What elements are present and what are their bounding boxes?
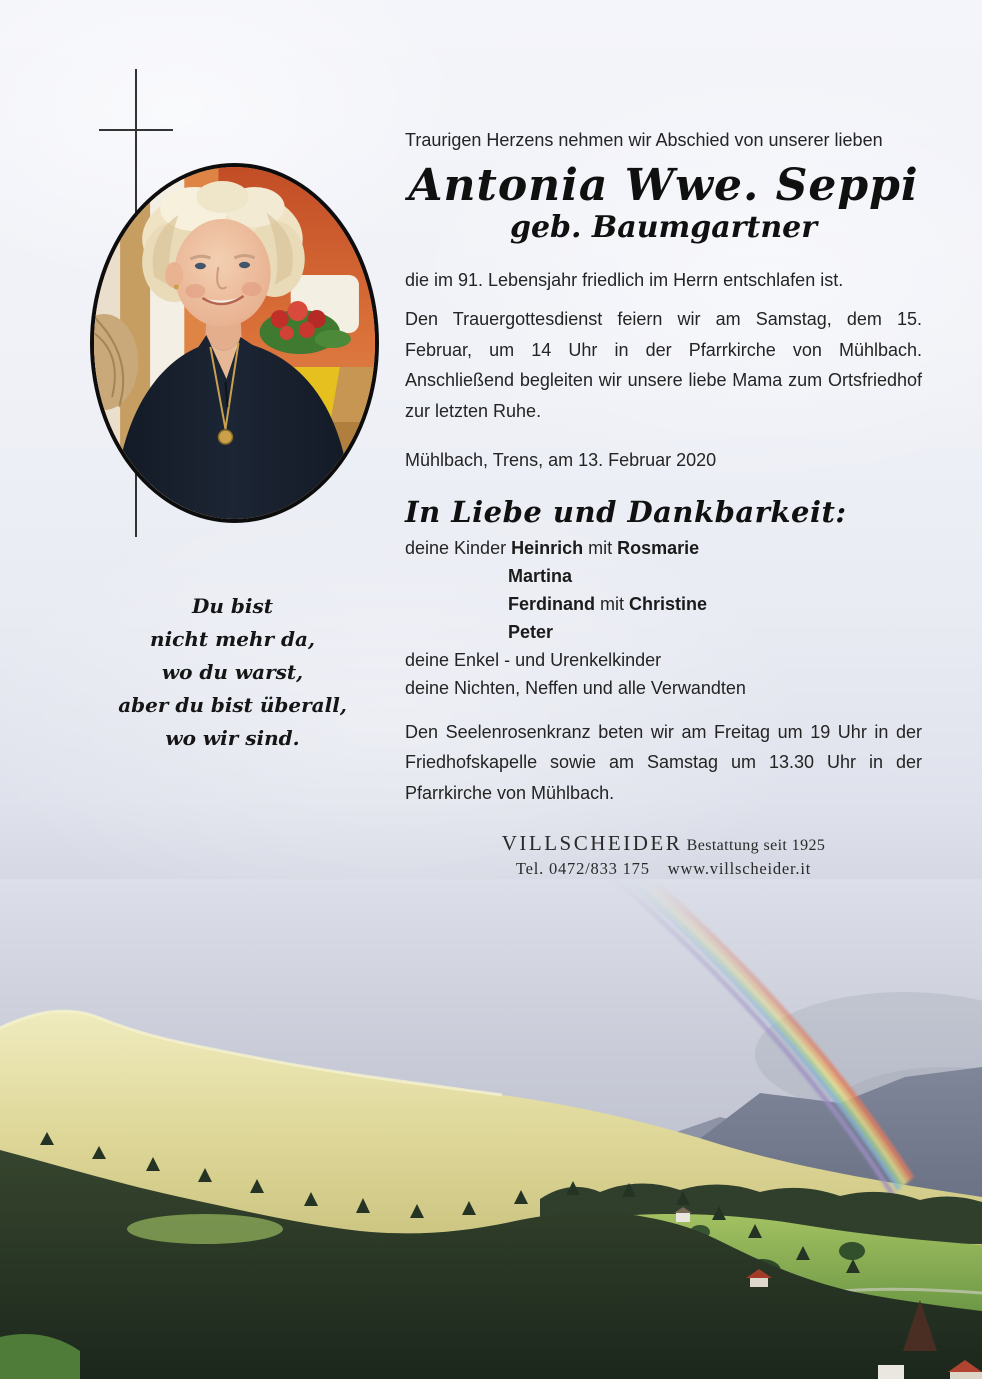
closing-line: In Liebe und Dankbarkeit: [405, 495, 847, 530]
obituary-text-column [405, 128, 922, 808]
family-prefix: deine Kinder [405, 538, 512, 559]
funeral-home-footer [405, 831, 922, 879]
family-line-relatives: deine Nichten, Neffen und alle Verwandten [405, 677, 746, 698]
poem-line: nicht mehr da, [150, 627, 315, 651]
place-date-line: Mühlbach, Trens, am 13. Februar 2020 [405, 450, 717, 471]
family-name: Martina [508, 566, 573, 587]
lit-clearing [127, 1214, 283, 1244]
death-line: die im 91. Lebensjahr friedlich im Herrn entschlafen ist. [405, 270, 844, 291]
cross-horizontal-bar [99, 129, 173, 131]
poem-line: wo du warst, [161, 660, 304, 684]
family-name: Rosmarie [617, 538, 700, 559]
memorial-poem [100, 590, 365, 755]
portrait-photo [90, 163, 379, 523]
service-paragraph: Den Trauergottesdienst feiern wir am Samstag, dem 15. Februar, um 14 Uhr in der Pfarrkirche von Mühlbach. Anschließend begleiten wir unsere liebe Mama zum Ortsfriedhof zur letzten Ruhe. [405, 309, 922, 421]
phone-number: Tel. 0472/833 175 [515, 859, 650, 878]
family-line [405, 563, 922, 591]
family-list [405, 535, 922, 702]
family-name: Heinrich [511, 538, 584, 559]
rosary-paragraph: Den Seelenrosenkranz beten wir am Freitag um 19 Uhr in der Friedhofskapelle sowie am Samstag um 13.30 Uhr in der Pfarrkirche von Mühlbach. [405, 721, 922, 803]
portrait-illustration [94, 167, 375, 519]
contact-line [405, 859, 922, 879]
deceased-name: Antonia Wwe. Seppi [408, 160, 919, 212]
intro-line: Traurigen Herzens nehmen wir Abschied von unserer lieben [405, 130, 883, 150]
farmhouse [676, 1213, 690, 1222]
website-url: www.villscheider.it [667, 859, 812, 878]
family-name: Ferdinand [508, 594, 596, 615]
family-name: Christine [629, 594, 708, 615]
brand-line [405, 831, 922, 856]
family-line [405, 619, 922, 647]
brand-name: VILLSCHEIDER [501, 831, 683, 855]
maiden-name: geb. Baumgartner [509, 210, 818, 246]
poem-line: wo wir sind. [165, 726, 300, 750]
family-line-children [405, 535, 922, 563]
landscape-photo [0, 879, 982, 1379]
brand-tagline: Bestattung seit 1925 [686, 837, 826, 854]
red-roof-house [750, 1278, 768, 1287]
poem-line: Du bist [192, 594, 273, 618]
family-line [405, 591, 922, 619]
family-connector: mit [595, 594, 630, 615]
family-name: Peter [508, 621, 554, 642]
poem-line: aber du bist überall, [118, 693, 347, 717]
family-line-grandchildren: deine Enkel - und Urenkelkinder [405, 649, 662, 670]
family-connector: mit [583, 538, 618, 559]
